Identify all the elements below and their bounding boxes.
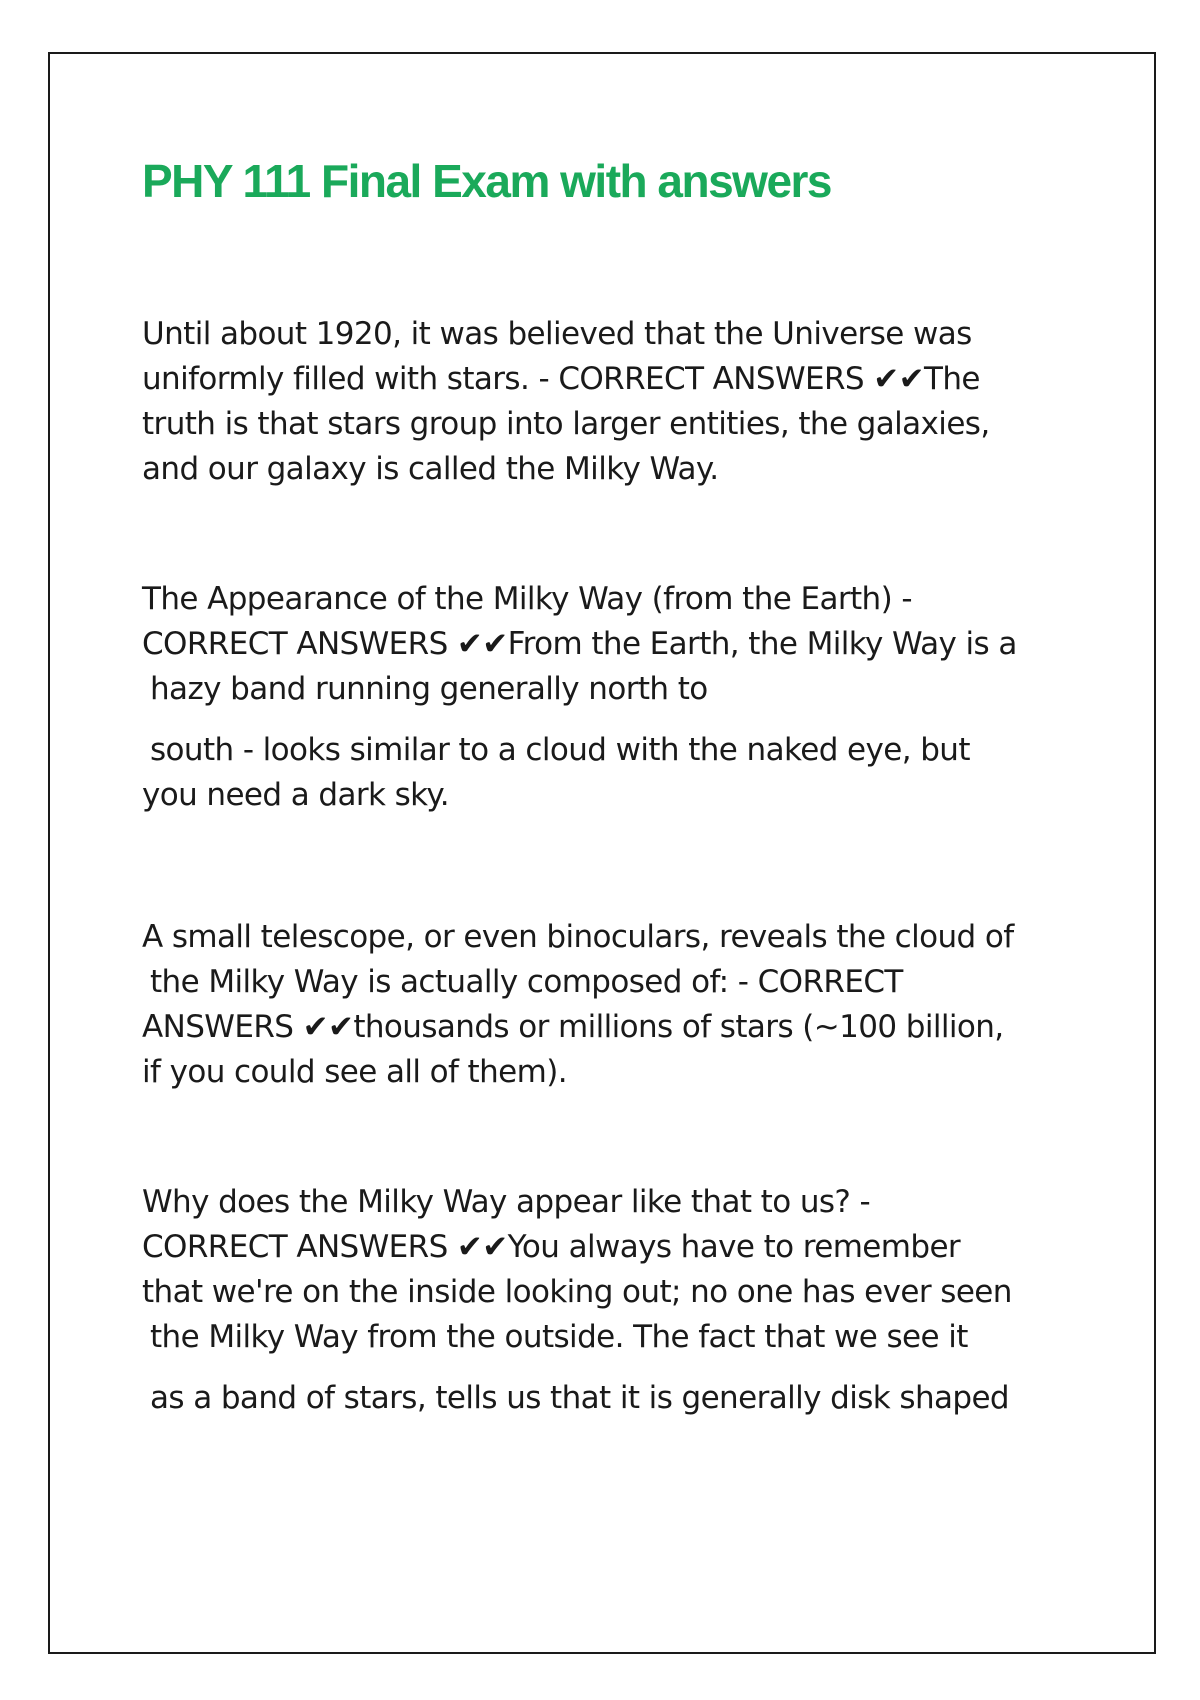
question-answer-2 [142, 577, 1082, 818]
text-line: truth is that stars group into larger entities, the galaxies, [142, 406, 990, 442]
text-line: hazy band running generally north to [150, 671, 708, 707]
text-line: The Appearance of the Milky Way (from the Earth) - [142, 581, 912, 617]
text-line: the Milky Way is actually composed of: - CORRECT [150, 964, 903, 1000]
text-line: A small telescope, or even binoculars, reveals the cloud of [142, 919, 1014, 955]
question-answer-1 [142, 312, 1082, 492]
text-line: if you could see all of them). [142, 1054, 567, 1090]
question-answer-4 [142, 1180, 1082, 1421]
text-line: uniformly filled with stars. - CORRECT ANSWERS ✔✔The [142, 361, 980, 397]
text-line: Until about 1920, it was believed that the Universe was [142, 316, 972, 352]
text-line: as a band of stars, tells us that it is generally disk shaped [150, 1380, 1010, 1416]
text-line: ANSWERS ✔✔thousands or millions of stars (~100 billion, [142, 1009, 1004, 1045]
text-line: you need a dark sky. [142, 777, 449, 813]
text-line: and our galaxy is called the Milky Way. [142, 451, 719, 487]
text-line: CORRECT ANSWERS ✔✔From the Earth, the Milky Way is a [142, 626, 1017, 662]
document-title: PHY 111 Final Exam with answers [142, 155, 832, 207]
text-line: CORRECT ANSWERS ✔✔You always have to remember [142, 1229, 961, 1265]
text-line: the Milky Way from the outside. The fact that we see it [150, 1319, 968, 1355]
question-answer-3 [142, 915, 1082, 1095]
text-line: Why does the Milky Way appear like that to us? - [142, 1184, 871, 1220]
text-line: south - looks similar to a cloud with the naked eye, but [150, 732, 970, 768]
text-line: that we're on the inside looking out; no one has ever seen [142, 1274, 1012, 1310]
